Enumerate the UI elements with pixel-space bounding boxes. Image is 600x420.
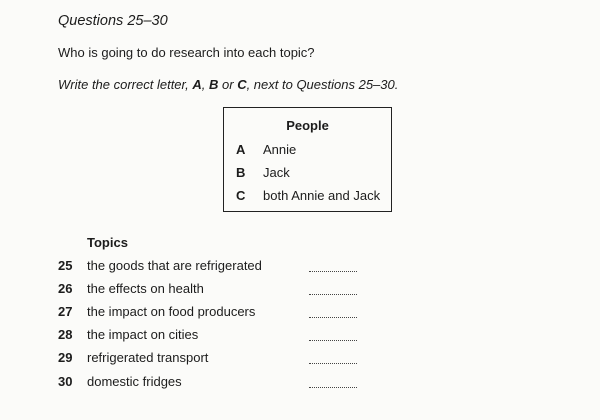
instruction-sep-2: or: [218, 77, 238, 92]
option-letter: B: [236, 165, 246, 180]
option-b: [236, 165, 290, 180]
instruction-after: , next to Questions 25–30.: [246, 77, 399, 92]
people-options-box: [223, 107, 392, 212]
people-title: People: [286, 118, 329, 133]
topic-row: [58, 374, 378, 392]
instruction-sep-1: ,: [201, 77, 209, 92]
answer-blank[interactable]: [309, 363, 357, 364]
topic-text: refrigerated transport: [87, 350, 209, 365]
option-letter: C: [236, 188, 246, 203]
topics-title: Topics: [87, 235, 128, 250]
topic-row: [58, 281, 378, 299]
topic-number: 29: [58, 350, 73, 365]
answer-blank[interactable]: [309, 317, 357, 318]
option-a: [236, 142, 296, 157]
instruction-before: Write the correct letter,: [58, 77, 193, 92]
instruction-letter-a: A: [192, 77, 202, 92]
topic-text: the effects on health: [87, 281, 204, 296]
question-prompt: Who is going to do research into each topic?: [58, 45, 315, 60]
topic-row: [58, 258, 378, 276]
option-c: [236, 188, 380, 203]
topic-text: the impact on cities: [87, 327, 199, 342]
topic-row: [58, 350, 378, 368]
topic-text: the goods that are refrigerated: [87, 258, 262, 273]
topic-text: the impact on food producers: [87, 304, 256, 319]
instruction-letter-c: C: [237, 77, 247, 92]
topic-text: domestic fridges: [87, 374, 182, 389]
answer-blank[interactable]: [309, 340, 357, 341]
topic-number: 30: [58, 374, 73, 389]
option-text: both Annie and Jack: [263, 188, 381, 203]
topic-row: [58, 327, 378, 345]
topic-number: 26: [58, 281, 73, 296]
answer-blank[interactable]: [309, 294, 357, 295]
instruction-text: [58, 77, 398, 92]
topic-number: 28: [58, 327, 73, 342]
topic-row: [58, 304, 378, 322]
topic-number: 25: [58, 258, 73, 273]
option-text: Annie: [263, 142, 297, 157]
option-text: Jack: [263, 165, 290, 180]
answer-blank[interactable]: [309, 271, 357, 272]
instruction-letter-b: B: [209, 77, 219, 92]
option-letter: A: [236, 142, 246, 157]
topic-number: 27: [58, 304, 73, 319]
answer-blank[interactable]: [309, 387, 357, 388]
section-heading: Questions 25–30: [58, 13, 168, 29]
